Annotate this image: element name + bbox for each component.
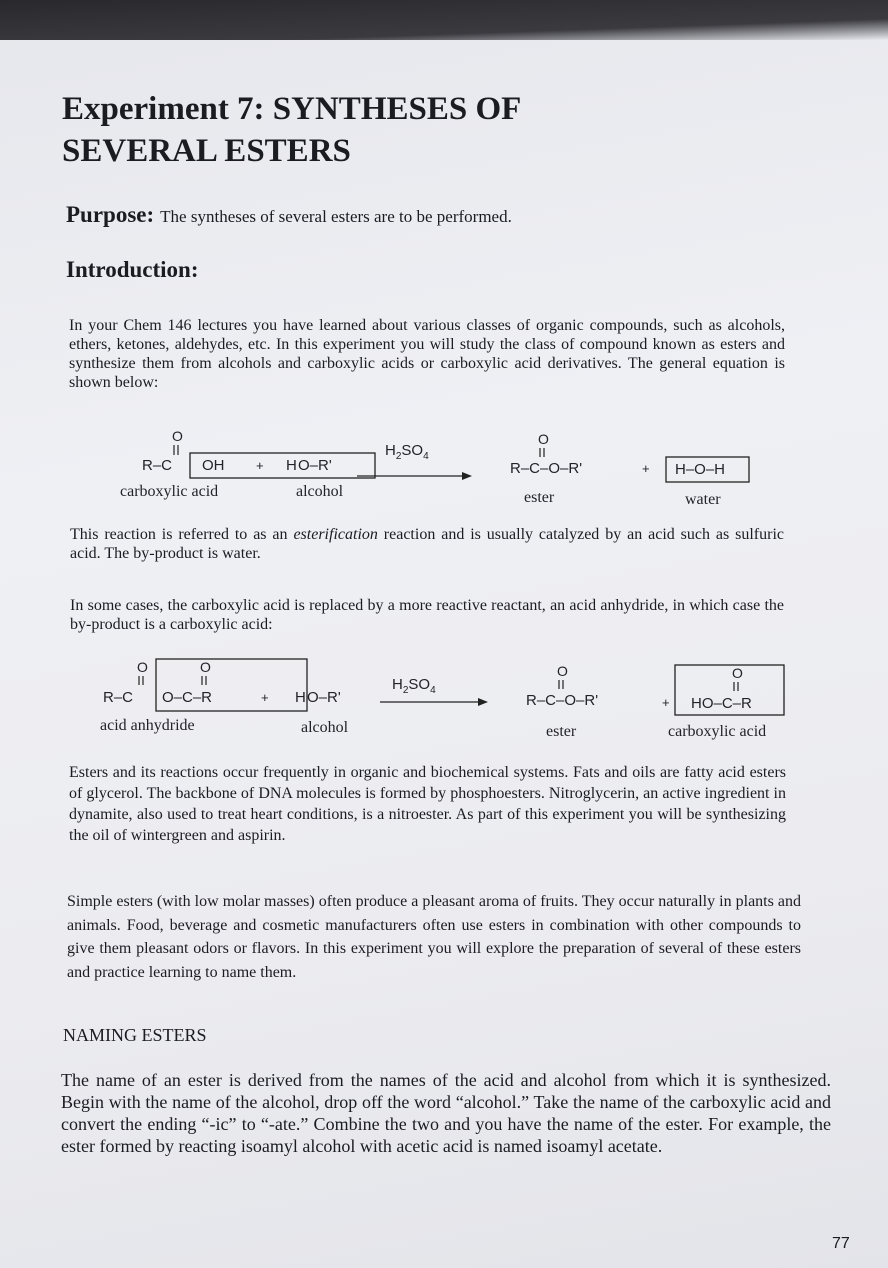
anhydride-paragraph: In some cases, the carboxylic acid is replaced by a more reactive reactant, an acid anhydride, in which case the by-product is a carboxylic acid:: [70, 597, 784, 633]
label-alcohol: alcohol: [296, 483, 344, 500]
ester-carbonyl-oxygen: O: [538, 431, 549, 447]
ester-carbonyl-oxygen: O: [557, 663, 568, 679]
anhydride-equation: [96, 652, 796, 744]
label-water: water: [685, 491, 721, 508]
acid-fragment: R–C: [142, 457, 173, 474]
reaction-arrowhead: [462, 472, 472, 480]
intro-paragraph: In your Chem 146 lectures you have learned about various classes of organic compounds, such as alcohols, ethers, ketones, aldehydes, etc. In this experiment you will study the class of compound known as esters and synthesize them from alcohols and carboxylic acids or carboxylic acid derivatives. The general equation is shown below:: [69, 317, 785, 391]
carbonyl-oxygen: O: [137, 659, 148, 675]
ester-formula: R–C–O–R': [510, 460, 583, 477]
page-number: 77: [832, 1235, 850, 1252]
plus-sign: +: [662, 695, 670, 710]
alcohol-fragment: O–R': [307, 689, 341, 706]
esterification-paragraph: This reaction is referred to as an esterification reaction and is usually catalyzed by an acid such as sulfuric acid. The by-product is water.: [70, 526, 784, 562]
page-title: [62, 88, 521, 172]
plus-sign: +: [261, 690, 269, 705]
label-ester: ester: [524, 489, 555, 506]
byproduct-acid-formula: HO–C–R: [691, 695, 752, 712]
esterification-term: esterification: [293, 526, 378, 543]
simple-esters-paragraph: Simple esters (with low molar masses) often produce a pleasant aroma of fruits. They occur naturally in plants and animals. Food, beverage and cosmetic manufacturers often use esters in combination with other compounds to give them pleasant odors or flavors. In this experiment you will explore the preparation of several of these esters and practice learning to name them.: [67, 893, 801, 981]
purpose-label: Purpose:: [66, 202, 155, 227]
label-ester: ester: [546, 723, 577, 740]
water-formula: H–O–H: [675, 461, 726, 478]
hydroxyl-group: OH: [202, 457, 225, 474]
acid-carbonyl-oxygen: O: [732, 665, 743, 681]
label-acid-anhydride: acid anhydride: [100, 717, 195, 734]
plus-sign: +: [642, 461, 650, 476]
purpose-line: [66, 202, 512, 228]
title-line-1: Experiment 7: SYNTHESES OF: [62, 91, 522, 127]
anhydride-right-fragment: O–C–R: [162, 689, 213, 706]
alcohol-hydrogen: H: [286, 457, 297, 474]
introduction-heading: Introduction:: [66, 257, 199, 282]
label-carboxylic-acid: carboxylic acid: [668, 723, 767, 740]
catalyst: $H_2SO_4$: [392, 676, 436, 696]
naming-esters-heading: NAMING ESTERS: [63, 1025, 207, 1045]
alcohol-fragment: O–R': [298, 457, 332, 474]
esters-paragraph: Esters and its reactions occur frequently in organic and biochemical systems. Fats and oils are fatty acid esters of glycerol. The backbone of DNA molecules is formed by phosphoesters. Nitroglycerin, an active ingredient in dynamite, also used to treat heart conditions, is a nitroester. As part of this experiment you will be synthesizing the oil of wintergreen and aspirin.: [69, 764, 786, 844]
page-top-shadow: [0, 0, 888, 40]
label-carboxylic-acid: carboxylic acid: [120, 483, 219, 500]
ester-formula: R–C–O–R': [526, 692, 599, 709]
plus-sign: +: [256, 458, 264, 473]
purpose-text: The syntheses of several esters are to be performed.: [160, 207, 512, 226]
label-alcohol: alcohol: [301, 719, 349, 736]
title-line-2: SEVERAL ESTERS: [62, 133, 351, 169]
reaction-arrowhead: [478, 698, 488, 706]
catalyst: $H_2SO_4$: [385, 442, 429, 462]
carbonyl-oxygen: O: [172, 428, 183, 444]
carbonyl-oxygen: O: [200, 659, 211, 675]
alcohol-hydrogen: H: [295, 689, 306, 706]
naming-paragraph: The name of an ester is derived from the names of the acid and alcohol from which it is synthesized. Begin with the name of the alcohol, drop off the word “alcohol.” Take the name of the carboxylic acid and convert the ending “-ic” to “-ate.” Combine the two and you have the name of the ester. For example, the ester formed by reacting isoamyl alcohol with acetic acid is named isoamyl acetate.: [61, 1070, 831, 1156]
esterification-equation: [110, 424, 770, 514]
anhydride-left-fragment: R–C: [103, 689, 134, 706]
